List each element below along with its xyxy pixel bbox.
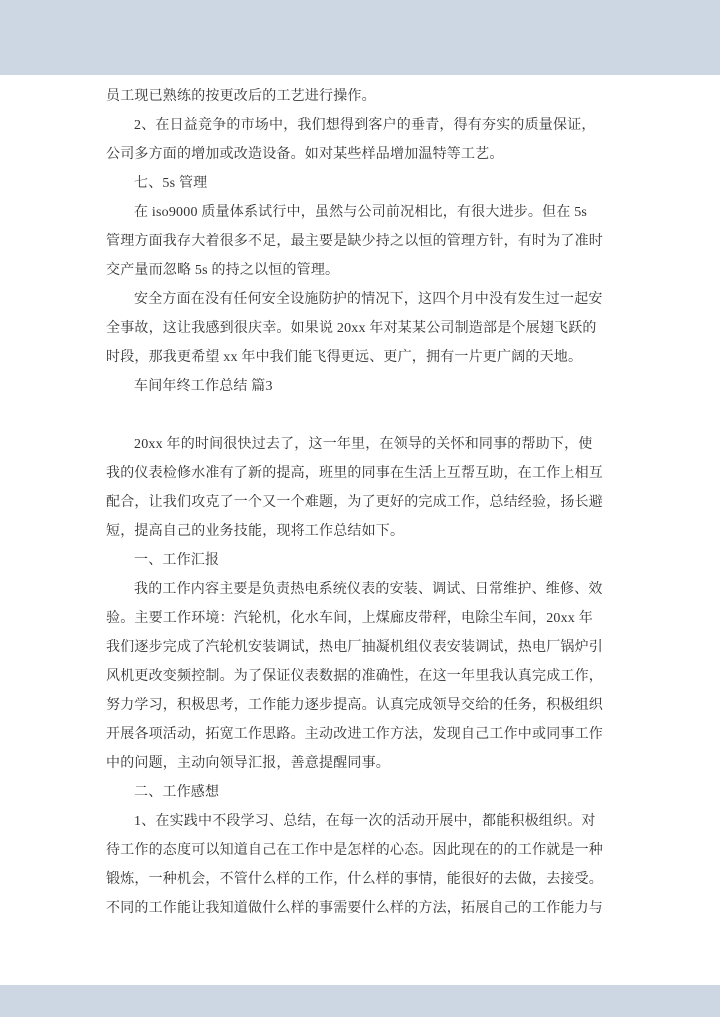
document-line: 二、工作感想 [134,785,220,800]
document-line: 我的工作内容主要是负责热电系统仪表的安装、调试、日常维护、维修、效 [134,582,603,597]
document-line: 管理方面我存大着很多不足，最主要是缺少持之以恒的管理方针，有时为了准时 [106,234,603,249]
document-line: 我的仪表检修水准有了新的提高，班里的同事在生活上互帮互助，在工作上相互 [106,466,603,481]
document-line: 风机更改变频控制。为了保证仪表数据的准确性，在这一年里我认真完成工作， [106,669,603,684]
document-line: 开展各项活动，拓宽工作思路。主动改进工作方法，发现自己工作中或同事工作 [106,727,603,742]
bottom-margin-band [0,985,720,1017]
document-line: 公司多方面的增加或改造设备。如对某些样品增加温特等工艺。 [106,147,504,162]
top-margin-band [0,0,720,75]
blank-line [106,401,614,430]
document-line: 验。主要工作环境：汽轮机，化水车间，上煤廊皮带秤，电除尘车间，20xx 年 [106,611,593,626]
document-line: 全事故，这让我感到很庆幸。如果说 20xx 年对某某公司制造部是个展翅飞跃的 [106,321,597,336]
document-line: 锻炼，一种机会，不管什么样的工作，什么样的事情，能很好的去做，去接受。 [106,872,603,887]
document-line: 一、工作汇报 [134,553,220,568]
document-line: 1、在实践中不段学习、总结，在每一次的活动开展中，都能积极组织。对 [134,814,596,829]
document-line: 努力学习，积极思考，工作能力逐步提高。认真完成领导交给的任务，积极组织 [106,698,603,713]
document-line: 在 iso9000 质量体系试行中，虽然与公司前况相比，有很大进步。但在 5s [134,205,588,220]
document-line: 我们逐步完成了汽轮机安装调试，热电厂抽凝机组仪表安装调试，热电厂锅炉引 [106,640,603,655]
document-line: 待工作的态度可以知道自己在工作中是怎样的心态。因此现在的的工作就是一种 [106,843,603,858]
document-line: 七、5s 管理 [134,176,208,191]
document-line: 安全方面在没有任何安全设施防护的情况下，这四个月中没有发生过一起安 [134,292,603,307]
document-line: 交产量而忽略 5s 的持之以恒的管理。 [106,263,340,278]
document-line: 短，提高自己的业务技能，现将工作总结如下。 [106,524,405,539]
document-line: 配合，让我们攻克了一个又一个难题，为了更好的完成工作，总结经验，扬长避 [106,495,603,510]
document-body [106,82,614,923]
document-line: 不同的工作能让我知道做什么样的事需要什么样的方法，拓展自己的工作能力与 [106,901,603,916]
document-line: 时段，那我更希望 xx 年中我们能飞得更远、更广，拥有一片更广阔的天地。 [106,350,583,365]
document-line: 2、在日益竞争的市场中，我们想得到客户的垂青，得有夯实的质量保证， [134,118,596,133]
document-line: 车间年终工作总结 篇3 [134,379,273,394]
document-line: 中的问题，主动向领导汇报，善意提醒同事。 [106,756,390,771]
document-line: 员工现已熟练的按更改后的工艺进行操作。 [106,89,376,104]
document-line: 20xx 年的时间很快过去了，这一年里，在领导的关怀和同事的帮助下，使 [134,437,593,452]
